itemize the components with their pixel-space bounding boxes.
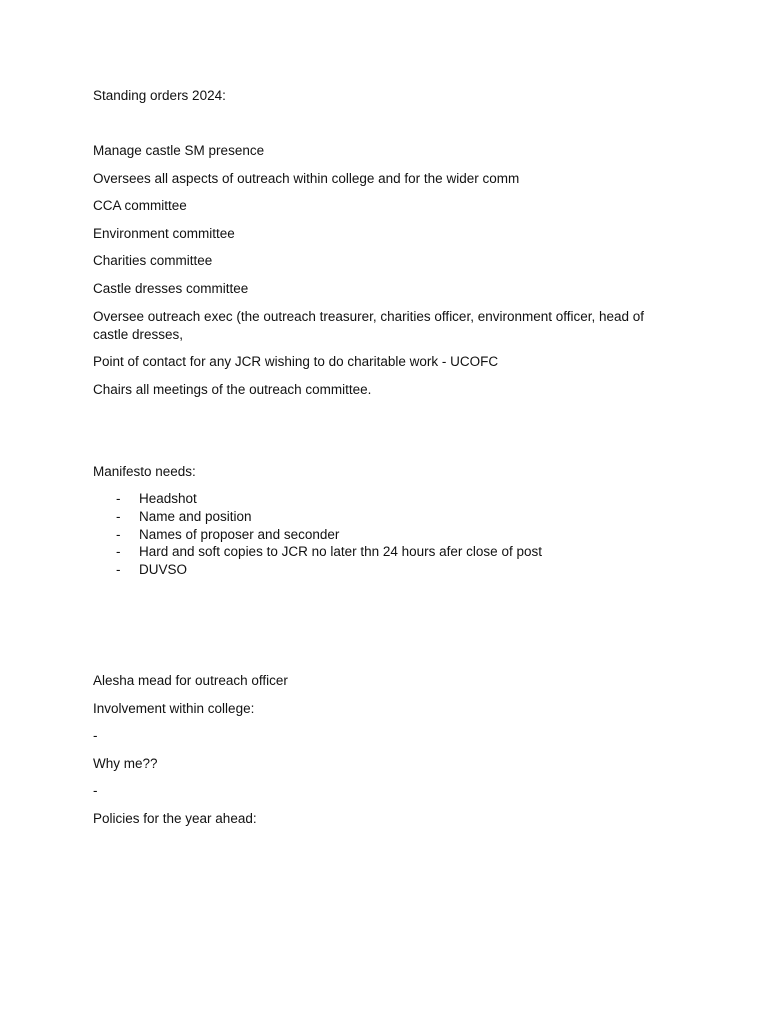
- why-placeholder: -: [93, 783, 98, 798]
- manifesto-list: [93, 490, 542, 579]
- list-item: [93, 543, 542, 561]
- duty-line: Manage castle SM presence: [93, 143, 265, 158]
- duty-line: Castle dresses committee: [93, 281, 249, 296]
- list-item: [93, 526, 542, 544]
- duty-line: CCA committee: [93, 198, 187, 213]
- list-item-text: Names of proposer and seconder: [139, 526, 340, 542]
- list-item-text: DUVSO: [139, 562, 188, 578]
- involvement-heading: Involvement within college:: [93, 701, 255, 716]
- list-item: [93, 561, 542, 579]
- bullet-marker: -: [116, 526, 121, 542]
- document-title: Standing orders 2024:: [93, 88, 226, 103]
- duty-line: Oversee outreach exec (the outreach treasurer, charities officer, environment officer, head of castle dresses,: [93, 309, 645, 342]
- candidate-line: Alesha mead for outreach officer: [93, 673, 288, 688]
- manifesto-heading: Manifesto needs:: [93, 464, 196, 479]
- list-item: [93, 490, 542, 508]
- involvement-placeholder: -: [93, 728, 98, 743]
- list-item: [93, 508, 542, 526]
- bullet-marker: -: [116, 544, 121, 560]
- bullet-marker: -: [116, 508, 121, 524]
- list-item-text: Headshot: [139, 491, 197, 506]
- bullet-marker: -: [116, 562, 121, 578]
- duty-line: Point of contact for any JCR wishing to do charitable work - UCOFC: [93, 354, 499, 369]
- duty-line: Charities committee: [93, 253, 213, 268]
- duty-line: Chairs all meetings of the outreach committee.: [93, 382, 372, 397]
- bullet-marker: -: [116, 491, 121, 506]
- list-item-text: Hard and soft copies to JCR no later thn 24 hours afer close of post: [139, 544, 542, 560]
- duty-line: Environment committee: [93, 226, 235, 241]
- list-item-text: Name and position: [139, 508, 252, 524]
- duty-line: Oversees all aspects of outreach within college and for the wider comm: [93, 171, 520, 186]
- policies-heading: Policies for the year ahead:: [93, 811, 257, 826]
- why-heading: Why me??: [93, 756, 158, 771]
